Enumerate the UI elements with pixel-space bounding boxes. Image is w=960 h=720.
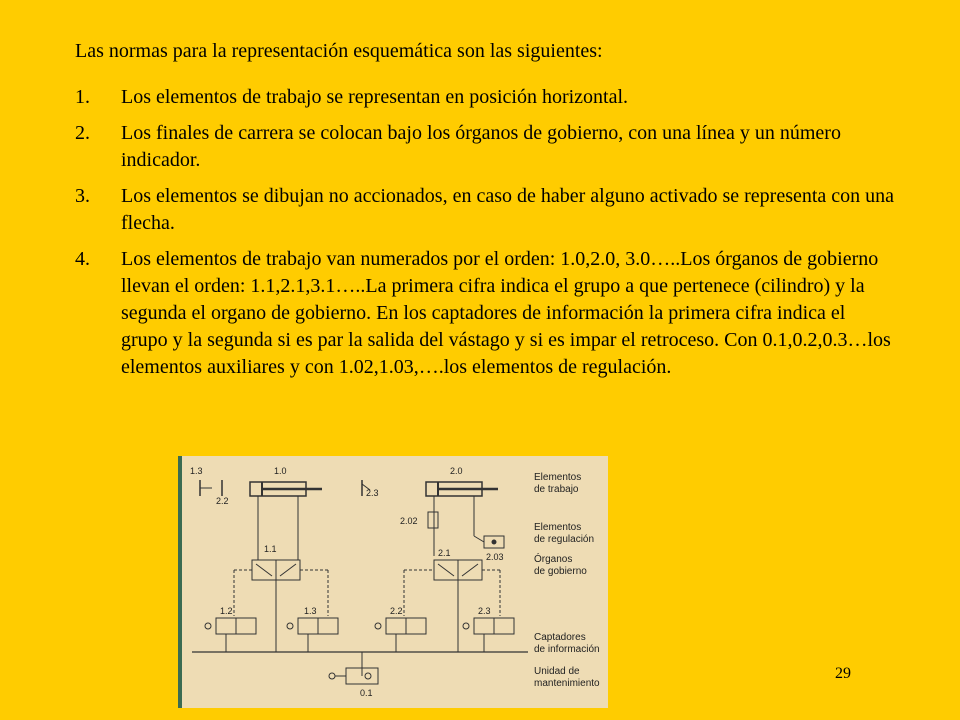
label-1-2: 1.2: [220, 606, 233, 616]
legend-regulacion-line2: de regulación: [534, 534, 595, 545]
label-2-02: 2.02: [400, 516, 418, 526]
maintenance-unit-0-1: [329, 668, 378, 684]
rule-number: 2.: [75, 122, 90, 144]
page-number: 29: [835, 665, 851, 682]
pneumatic-schematic-figure: [178, 456, 608, 708]
rule-number: 1.: [75, 86, 90, 108]
cylinder-1-0: [250, 482, 322, 516]
rule-number: 3.: [75, 185, 90, 207]
label-0-1: 0.1: [360, 688, 373, 698]
label-2-3-top: 2.3: [366, 488, 379, 498]
legend-gobierno-line1: Órganos: [534, 554, 573, 565]
rule-item: [75, 120, 895, 174]
rule-text: Los elementos de trabajo se representan en posición horizontal.: [121, 86, 629, 108]
label-2-2: 2.2: [216, 496, 229, 506]
legend-gobierno-line2: de gobierno: [534, 566, 587, 577]
legend-trabajo-line1: Elementos: [534, 472, 582, 483]
rules-list: [75, 84, 895, 390]
label-2-0: 2.0: [450, 466, 463, 476]
rule-item: [75, 84, 895, 111]
legend-unidad-line1: Unidad de: [534, 666, 580, 677]
rule-item: [75, 246, 895, 381]
label-2-2-sensor: 2.2: [390, 606, 403, 616]
rule-item: [75, 183, 895, 237]
rule-text: Los elementos de trabajo van numerados por el orden: 1.0,2.0, 3.0…..Los órganos de gobierno llevan el orden: 1.1,2.1,3.1…..La primera cifra indica el grupo a que pertenece (cilindro) y la segunda el organo de gobierno. En los captadores de información la primera cifra indica el grupo y la segunda si es par la salida del vástago y si es impar el retroceso. Con 0.1,0.2,0.3…los elementos auxiliares y con 1.02,1.03,….los elementos de regulación.: [121, 248, 891, 378]
legend-unidad-line2: mantenimiento: [534, 678, 600, 689]
label-1-0: 1.0: [274, 466, 287, 476]
intro-text: Las normas para la representación esquemática son las siguientes:: [75, 40, 603, 62]
label-2-03: 2.03: [486, 552, 504, 562]
legend-captadores-line1: Captadores: [534, 632, 586, 643]
label-2-1: 2.1: [438, 548, 451, 558]
valve-1-1: [234, 516, 328, 580]
cylinder-2-0: [426, 482, 498, 556]
legend-trabajo-line2: de trabajo: [534, 484, 579, 495]
regulation-elements: [428, 512, 504, 548]
supply-line: [192, 580, 528, 676]
legend-captadores-line2: de información: [534, 644, 600, 655]
pneumatic-schematic-diagram: [182, 456, 608, 708]
rule-number: 4.: [75, 248, 90, 270]
label-1-3-sensor: 1.3: [304, 606, 317, 616]
rule-text: Los finales de carrera se colocan bajo los órganos de gobierno, con una línea y un número indicador.: [121, 122, 841, 171]
valve-2-1: [404, 560, 500, 580]
pilot-lines: [234, 570, 500, 616]
label-1-1: 1.1: [264, 544, 277, 554]
rule-text: Los elementos se dibujan no accionados, en caso de haber alguno activado se representa con una flecha.: [121, 185, 895, 234]
label-1-3: 1.3: [190, 466, 203, 476]
label-2-3-sensor: 2.3: [478, 606, 491, 616]
legend-regulacion-line1: Elementos: [534, 522, 582, 533]
sensor-valves: [205, 618, 514, 634]
